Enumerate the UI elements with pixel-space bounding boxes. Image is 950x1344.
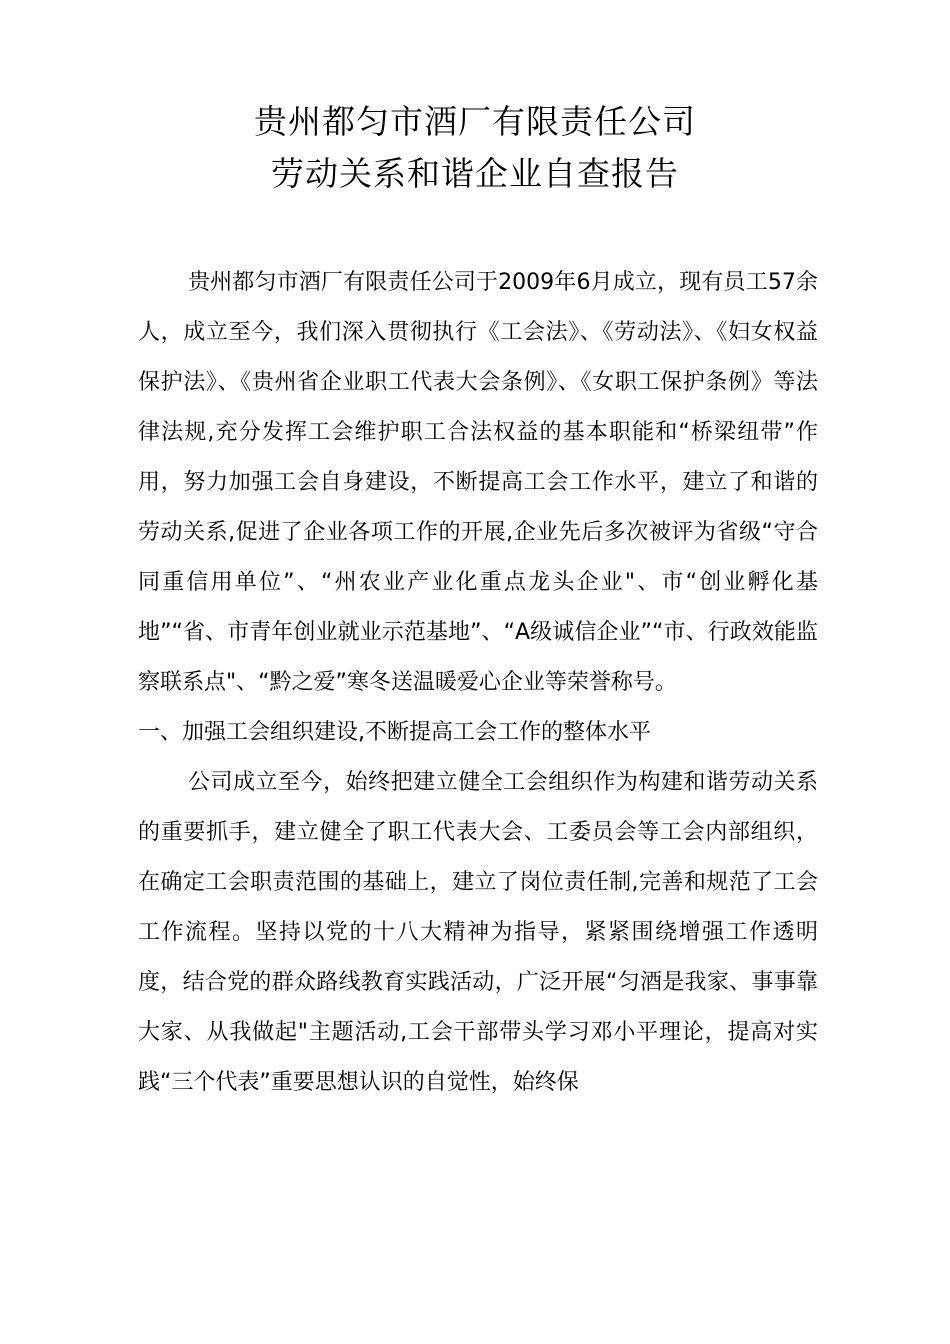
title-line-1: 贵州都匀市酒厂有限责任公司 [254, 102, 696, 141]
section-1-paragraph: 公司成立至今，始终把建立健全工会组织作为构建和谐劳动关系的重要抓手，建立健全了职工代表大会、工委员会等工会内部组织，在确定工会职责范围的基础上，建立了岗位责任制,完善和规范了工会工作流程。坚持以党的十八大精神为指导，紧紧围绕增强工作透明度，结合党的群众路线教育实践活动，广泛开展“匀酒是我家、事事靠大家、从我做起"主题活动,工会干部带头学习邓小平理论，提高对实践“三个代表”重要思想认识的自觉性，始终保 [138, 770, 818, 1095]
section-1-heading: 一、加强工会组织建设,不断提高工会工作的整体水平 [138, 720, 651, 745]
title-line-2: 劳动关系和谐企业自查报告 [271, 154, 679, 193]
document-title [0, 96, 950, 200]
intro-paragraph: 贵州都匀市酒厂有限责任公司于2009年6月成立，现有员工57余人，成立至今，我们深入贯彻执行《工会法》、《劳动法》、《妇女权益保护法》、《贵州省企业职工代表大会条例》、《女职工保护条例》等法律法规,充分发挥工会维护职工合法权益的基本职能和“桥梁纽带”作用，努力加强工会自身建设，不断提高工会工作水平，建立了和谐的劳动关系,促进了企业各项工作的开展,企业先后多次被评为省级“守合同重信用单位”、“州农业产业化重点龙头企业"、市“创业孵化基地”“省、市青年创业就业示范基地”、“A级诚信企业”“市、行政效能监察联系点"、“黔之爱”寒冬送温暖爱心企业等荣誉称号。 [138, 270, 818, 695]
document-body [138, 258, 818, 1108]
